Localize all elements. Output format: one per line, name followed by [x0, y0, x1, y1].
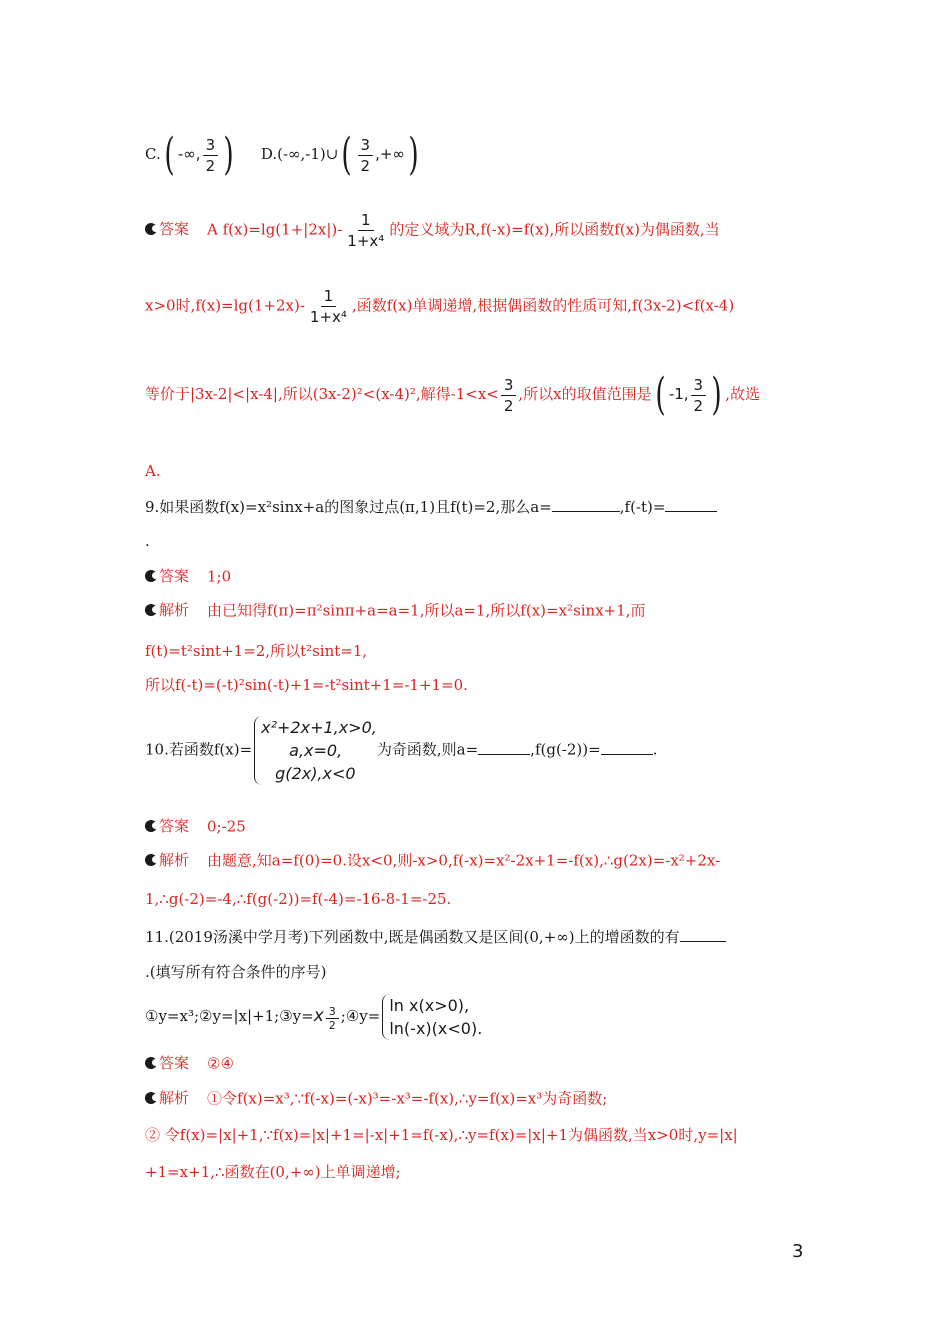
q10-analysis-1: 解析 由题意,知a=f(0)=0.设x<0,则-x>0,f(-x)=x²-2x+1=-f(x),∴g(2x)=-x²+2x-: [145, 849, 720, 871]
piecewise-brace: ln x(x>0), ln(-x)(x<0).: [382, 994, 482, 1040]
option-d-right: ,+∞: [375, 145, 405, 163]
q8-answer-line-3: 等价于|3x-2|<|x-4|,所以(3x-2)²<(x-4)²,解得-1<x< $\frac{3}{2}$ ,所以x的取值范围是( -1, $\frac{3}{2}$ ) ,故选: [145, 369, 761, 420]
option-c-label: C.: [145, 145, 161, 163]
q10-answer: 答案 0;-25: [145, 815, 246, 836]
q10-question: 10.若函数f(x)= x²+2x+1,x>0, a,x=0, g(2x),x<0 为奇函数,则a= ,f(g(-2))= .: [145, 718, 658, 783]
answer-tag: 答案: [159, 220, 190, 238]
analysis-marker-icon: [145, 604, 157, 616]
analysis-marker-icon: [145, 854, 157, 866]
q9-analysis-2: f(t)=t²sint+1=2,所以t²sint=1,: [145, 642, 368, 660]
q11-options: ①y=x³;②y=|x|+1;③y=x $\frac{3}{2}$ ;④y= ln x(x>0), ln(-x)(x<0).: [145, 996, 483, 1038]
option-c-num: 3: [203, 135, 219, 156]
q8-answer-line-4: A.: [145, 462, 161, 480]
option-d-label: D.: [260, 145, 278, 163]
blank-f-neg-t: [665, 497, 717, 512]
option-d-num: 3: [358, 135, 374, 156]
q11-answer: 答案 ②④: [145, 1052, 234, 1073]
q11-question-1: 11.(2019汤溪中学月考)下列函数中,既是偶函数又是区间(0,+∞)上的增函数的有: [145, 926, 726, 947]
answer-marker-icon: [145, 223, 157, 235]
answer-marker-icon: [145, 1057, 157, 1069]
page-number: 3: [792, 1241, 804, 1262]
q9-analysis-1: 解析 由已知得f(π)=π²sinπ+a=a=1,所以a=1,所以f(x)=x²sinx+1,而: [145, 599, 646, 621]
option-c-den: 2: [205, 156, 216, 175]
q8-answer-line-2: x>0时,f(x)=lg(1+2x)- $\frac{1}{\text{1+x⁴}}$ ,函数f(x)单调递增,根据偶函数的性质可知,f(3x-2)<f(x-4): [145, 287, 735, 326]
q9-question: 9.如果函数f(x)=x²sinx+a的图象过点(π,1)且f(t)=2,那么a= ,f(-t)=: [145, 496, 717, 517]
q11-question-2: .(填写所有符合条件的序号): [145, 963, 327, 981]
q9-question-end: .: [145, 532, 150, 550]
q9-answer: 答案 1;0: [145, 565, 231, 586]
answer-marker-icon: [145, 820, 157, 832]
blank-answer: [680, 927, 726, 942]
analysis-marker-icon: [145, 1092, 157, 1104]
blank-a: [552, 497, 620, 512]
q11-analysis-1: 解析 ①令f(x)=x³,∵f(-x)=(-x)³=-x³=-f(x),∴y=f(x)=x³为奇函数;: [145, 1087, 607, 1109]
option-d-den: 2: [360, 156, 371, 175]
q8-options-row: C.( -∞, $\frac{3}{2}$ ) D.(-∞,-1)∪( $\frac{3}{2}$ ,+∞): [145, 129, 419, 180]
q9-analysis-3: 所以f(-t)=(-t)²sin(-t)+1=-t²sint+1=-1+1=0.: [145, 676, 468, 694]
piecewise-brace: x²+2x+1,x>0, a,x=0, g(2x),x<0: [254, 716, 377, 785]
blank-fg: [601, 740, 653, 755]
option-d-left: (-∞,-1)∪: [277, 145, 339, 163]
q11-analysis-2: ② 令f(x)=|x|+1,∵f(x)=|x|+1=|-x|+1=f(-x),∴y=f(x)=|x|+1为偶函数,当x>0时,y=|x|: [145, 1126, 738, 1144]
q10-analysis-2: 1,∴g(-2)=-4,∴f(g(-2))=f(-4)=-16-8-1=-25.: [145, 890, 452, 908]
q8-answer-line-1: 答案 A f(x)=lg(1+|2x|)- $\frac{1}{\text{1+x⁴}}$ 的定义域为R,f(-x)=f(x),所以函数f(x)为偶函数,当: [145, 210, 720, 251]
blank-a: [478, 740, 530, 755]
q11-analysis-3: +1=x+1,∴函数在(0,+∞)上单调递增;: [145, 1163, 401, 1181]
option-c-left: -∞,: [177, 145, 201, 163]
answer-marker-icon: [145, 570, 157, 582]
